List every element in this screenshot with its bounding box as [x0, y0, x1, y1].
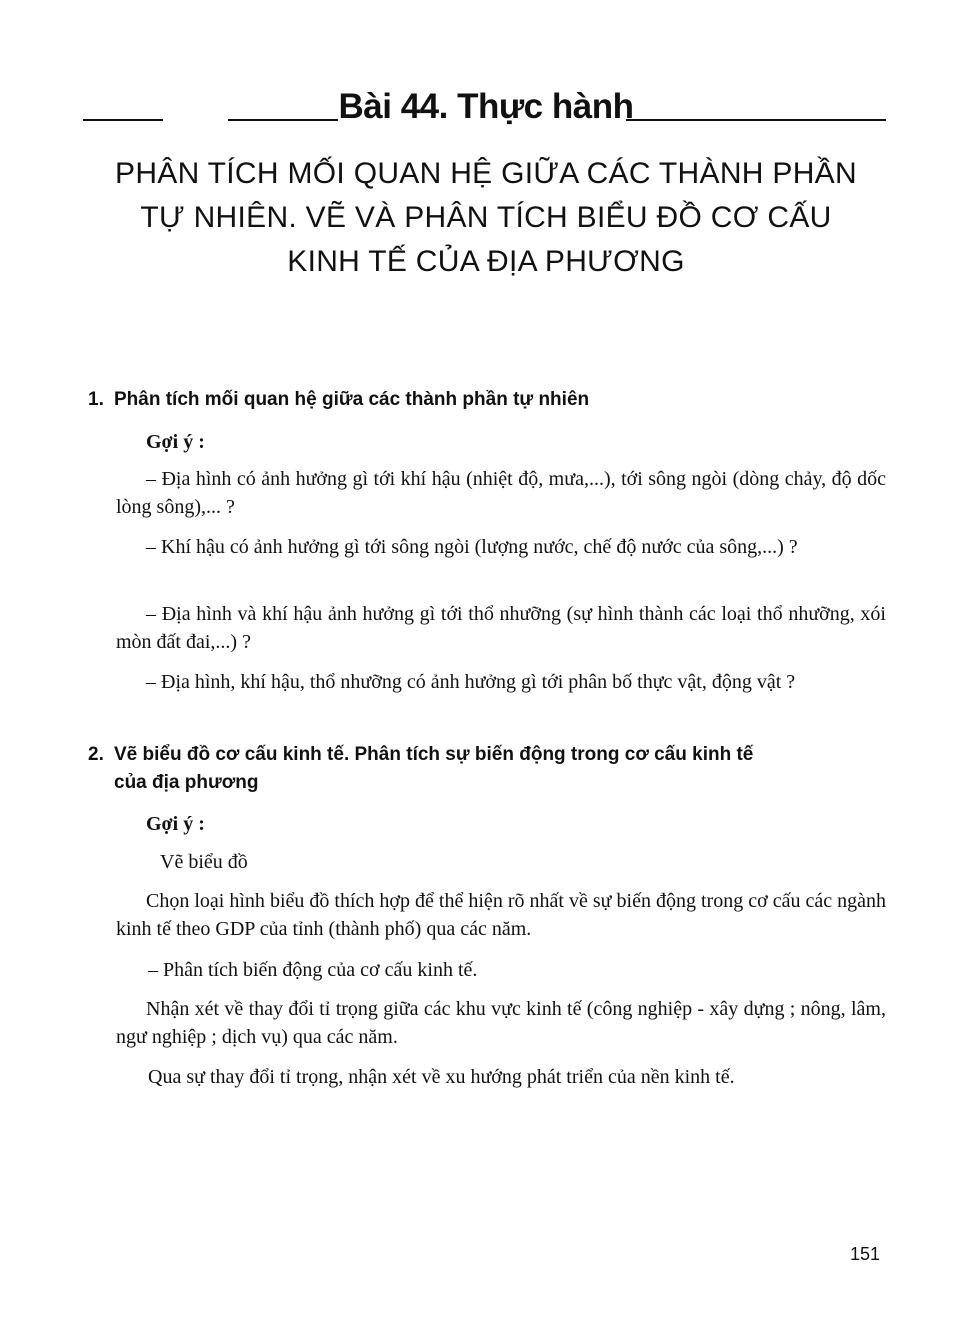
- section2-draw-label: Vẽ biểu đồ: [160, 851, 248, 873]
- section1-heading: [88, 386, 589, 414]
- section2-analysis-label: – Phân tích biến động của cơ cấu kinh tế.: [148, 959, 478, 981]
- subtitle-line: KINH TẾ CỦA ĐỊA PHƯƠNG: [287, 245, 685, 278]
- section1-item: – Khí hậu có ảnh hưởng gì tới sông ngòi (lượng nước, chế độ nước của sông,...) ?: [146, 536, 798, 558]
- section2-draw-text: Chọn loại hình biểu đồ thích hợp để thể hiện rõ nhất về sự biến động trong cơ cấu các ngành kinh tế theo GDP của tỉnh (thành phố) qua các năm.: [116, 890, 886, 940]
- section2-heading: [88, 741, 753, 797]
- section2-number: 2.: [88, 744, 104, 765]
- subtitle-line: PHÂN TÍCH MỐI QUAN HỆ GIỮA CÁC THÀNH PHẦN: [115, 157, 857, 190]
- section2-hint-label: Gợi ý :: [146, 813, 205, 835]
- section1-item: – Địa hình, khí hậu, thổ nhưỡng có ảnh hưởng gì tới phân bố thực vật, động vật ?: [146, 671, 796, 693]
- section1-hint-label: Gợi ý :: [146, 431, 205, 453]
- section1-item: – Địa hình và khí hậu ảnh hưởng gì tới thổ nhưỡng (sự hình thành các loại thổ nhưỡng, xói mòn đất đai,...) ?: [116, 603, 886, 653]
- subtitle-line: TỰ NHIÊN. VẼ VÀ PHÂN TÍCH BIỂU ĐỒ CƠ CẤU: [140, 201, 832, 234]
- section2-analysis-text: Qua sự thay đổi tỉ trọng, nhận xét về xu hướng phát triển của nền kinh tế.: [148, 1066, 735, 1088]
- section2-heading-text: Vẽ biểu đồ cơ cấu kinh tế. Phân tích sự biến động trong cơ cấu kinh tế: [114, 744, 754, 765]
- section1-item: – Địa hình có ảnh hưởng gì tới khí hậu (nhiệt độ, mưa,...), tới sông ngòi (dòng chảy, độ dốc lòng sông),... ?: [116, 468, 886, 518]
- page-number: 151: [850, 1244, 881, 1264]
- section2-analysis-text: Nhận xét về thay đổi tỉ trọng giữa các khu vực kinh tế (công nghiệp - xây dựng ; nông, lâm, ngư nghiệp ; dịch vụ) qua các năm.: [116, 998, 886, 1048]
- section1-heading-text: Phân tích mối quan hệ giữa các thành phần tự nhiên: [114, 389, 590, 410]
- lesson-subtitle: [70, 152, 902, 284]
- section2-heading-text-line2: của địa phương: [114, 772, 259, 793]
- section1-number: 1.: [88, 389, 104, 410]
- lesson-title: Bài 44. Thực hành: [338, 87, 634, 126]
